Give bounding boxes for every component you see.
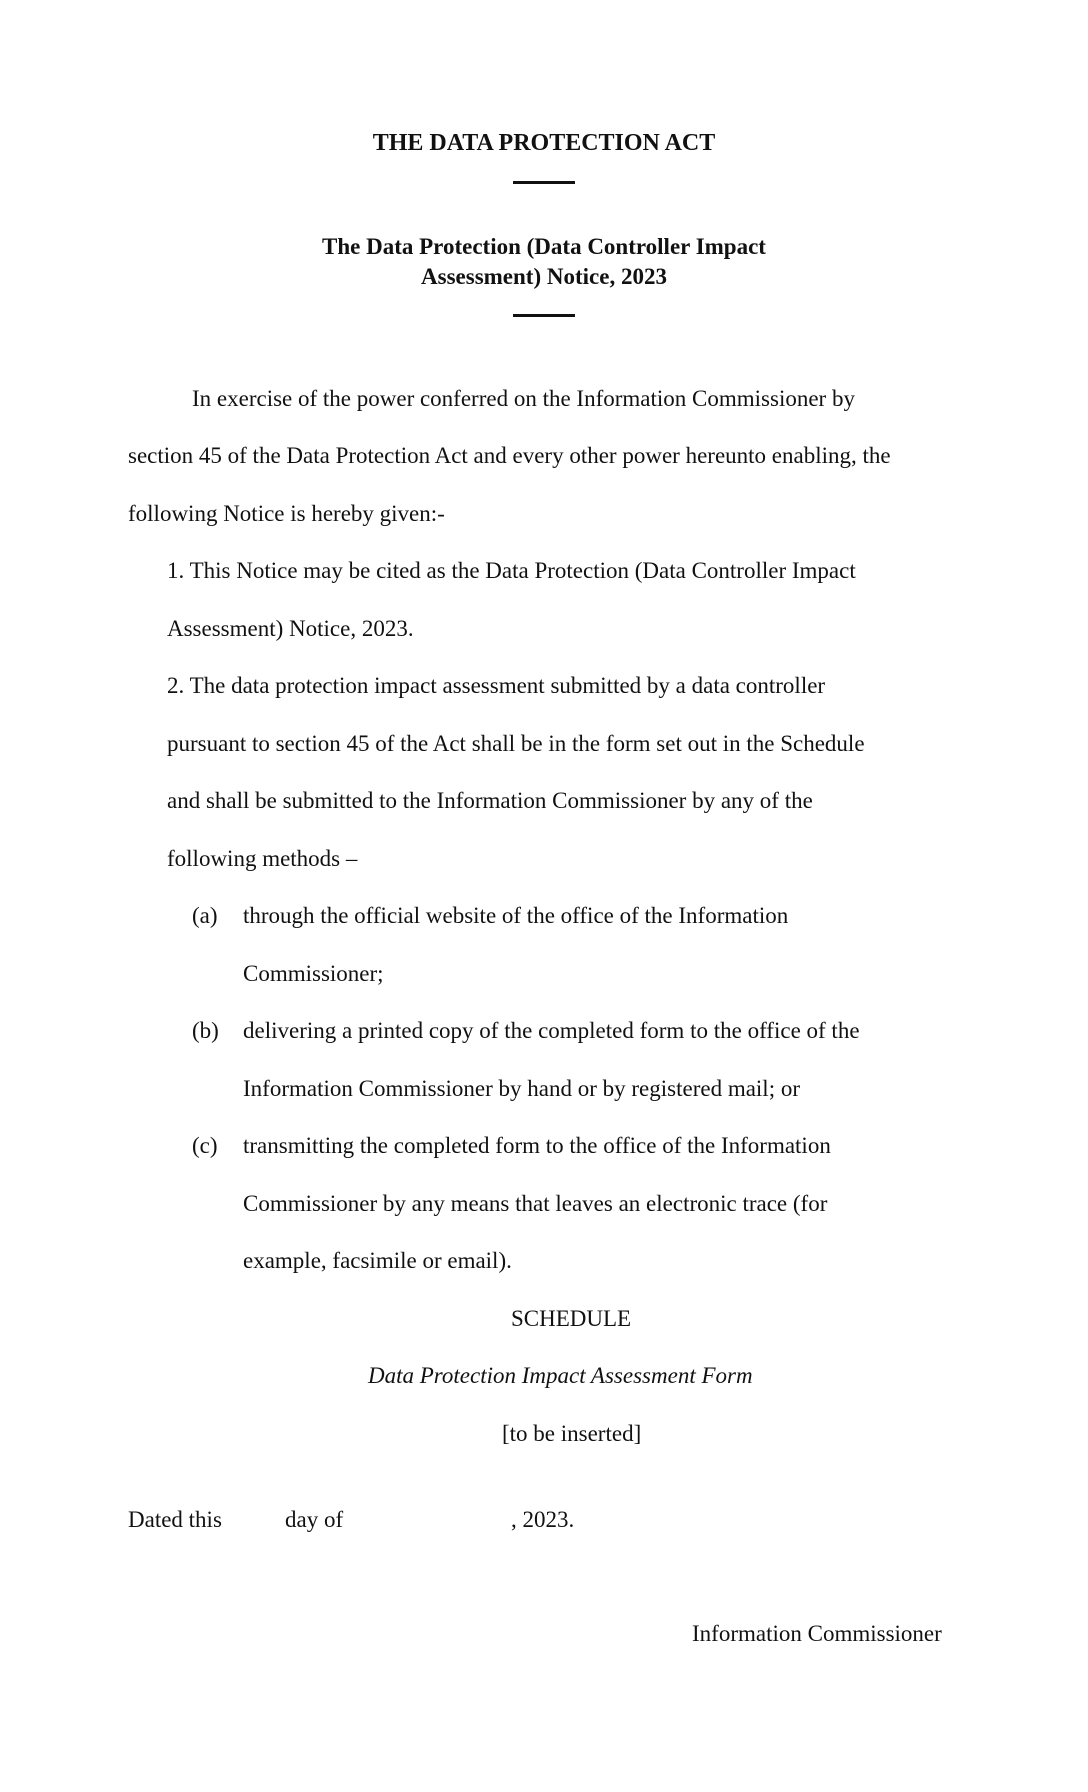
day-of-label: day of <box>285 1507 344 1532</box>
paragraph-2-line-2: pursuant to section 45 of the Act shall be in the form set out in the Schedule <box>167 731 865 756</box>
method-b-letter: (b) <box>192 1018 219 1043</box>
method-a-line-1: through the official website of the office of the Information <box>243 903 789 928</box>
notice-title-line-1: The Data Protection (Data Controller Impact <box>322 234 766 259</box>
act-title: THE DATA PROTECTION ACT <box>372 130 716 156</box>
dated-this-label: Dated this <box>128 1507 222 1532</box>
method-c-line-1: transmitting the completed form to the office of the Information <box>243 1133 831 1158</box>
method-a-line-2: Commissioner; <box>243 961 384 986</box>
paragraph-2-line-3: and shall be submitted to the Information Commissioner by any of the <box>167 788 813 813</box>
preamble-line-3: following Notice is hereby given:- <box>128 501 445 526</box>
paragraph-2-line-1: 2. The data protection impact assessment submitted by a data controller <box>167 673 826 698</box>
paragraph-1-line-1: 1. This Notice may be cited as the Data Protection (Data Controller Impact <box>167 558 856 583</box>
method-c-line-2: Commissioner by any means that leaves an electronic trace (for <box>243 1191 828 1216</box>
method-b-line-1: delivering a printed copy of the completed form to the office of the <box>243 1018 860 1043</box>
paragraph-1-line-2: Assessment) Notice, 2023. <box>167 616 414 641</box>
method-c-letter: (c) <box>192 1133 218 1158</box>
preamble-line-2: section 45 of the Data Protection Act and every other power hereunto enabling, the <box>128 443 891 468</box>
schedule-heading: SCHEDULE <box>511 1306 632 1331</box>
schedule-form-title: Data Protection Impact Assessment Form <box>368 1363 753 1388</box>
method-b-line-2: Information Commissioner by hand or by registered mail; or <box>243 1076 800 1101</box>
method-a-letter: (a) <box>192 903 218 928</box>
preamble-line-1: In exercise of the power conferred on the Information Commissioner by <box>192 386 855 411</box>
schedule-placeholder: [to be inserted] <box>502 1421 642 1446</box>
title-divider-bottom <box>513 314 575 317</box>
title-divider-top <box>513 181 575 184</box>
dated-year: , 2023. <box>511 1507 575 1532</box>
signatory: Information Commissioner <box>692 1621 942 1646</box>
notice-title-line-2: Assessment) Notice, 2023 <box>421 264 667 289</box>
paragraph-2-line-4: following methods – <box>167 846 358 871</box>
method-c-line-3: example, facsimile or email). <box>243 1248 512 1273</box>
